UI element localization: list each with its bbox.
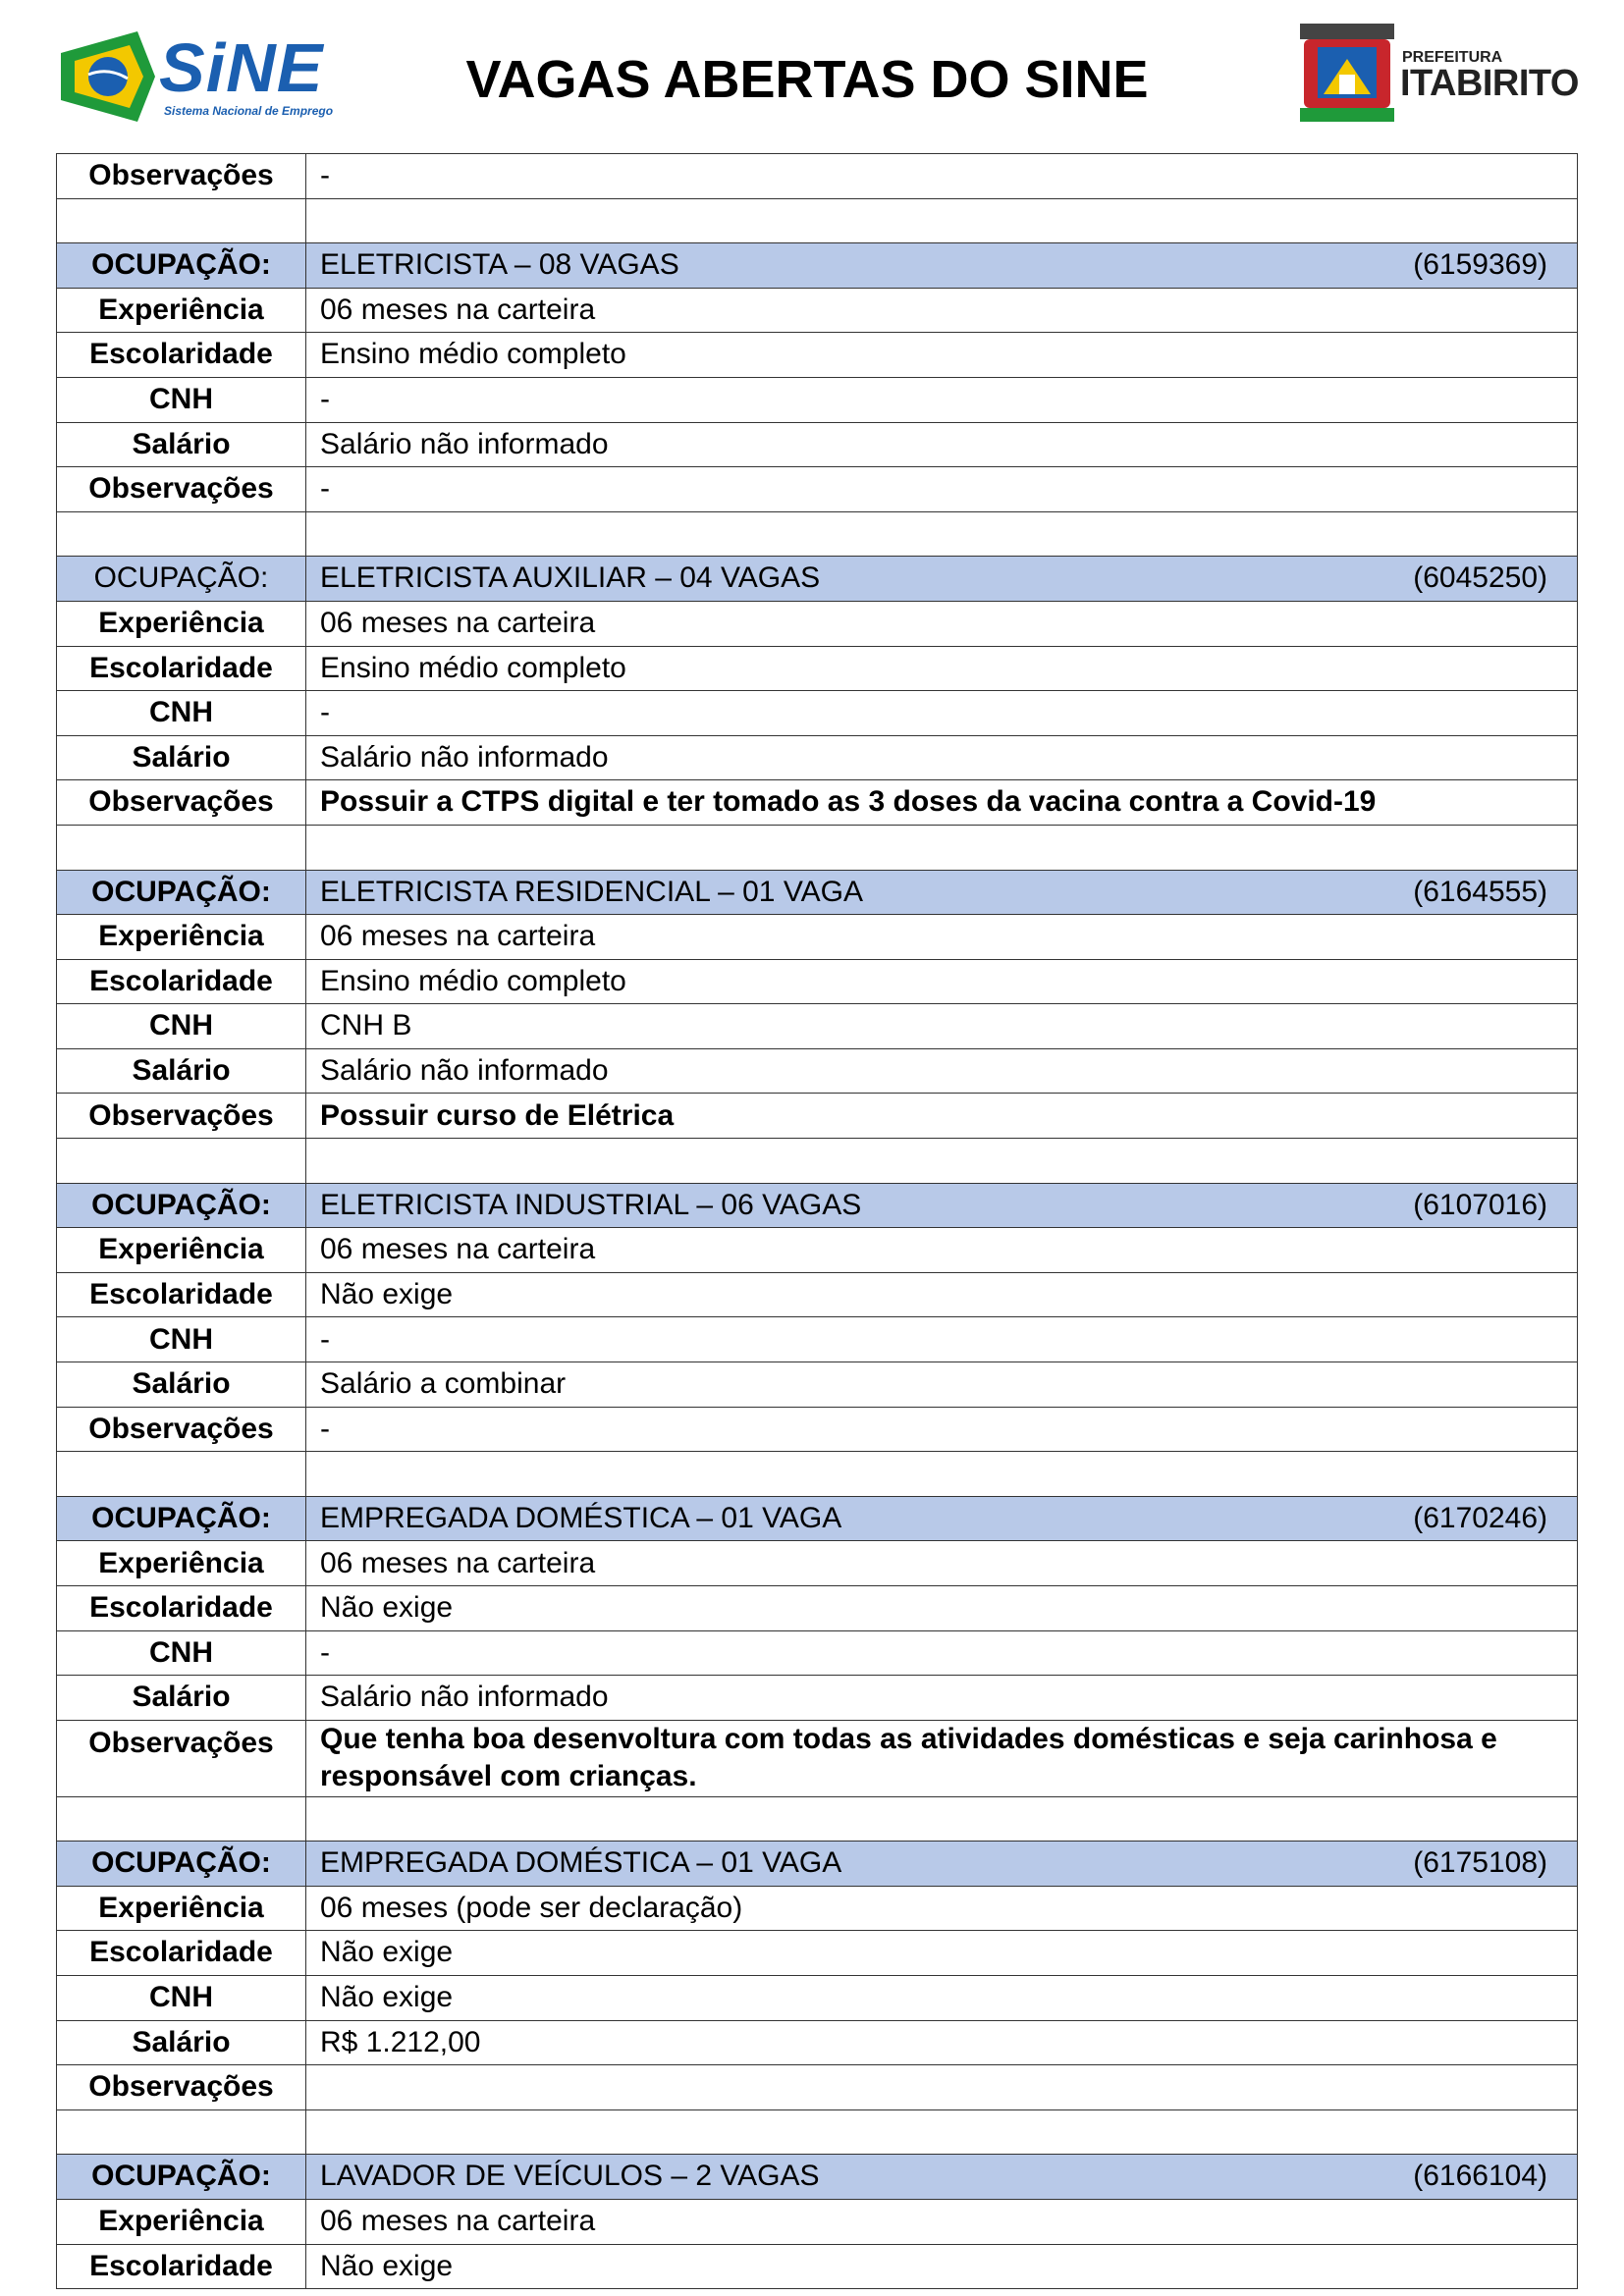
experiencia-value: 06 meses na carteira — [306, 1228, 1578, 1273]
occupation-title: ELETRICISTA RESIDENCIAL – 01 VAGA — [320, 875, 863, 908]
occupation-title: ELETRICISTA – 08 VAGAS — [320, 248, 679, 282]
occupation-row — [57, 243, 1578, 289]
escolaridade-label: Escolaridade — [57, 1586, 306, 1631]
table-row — [57, 1317, 1578, 1362]
table-row — [57, 691, 1578, 736]
observacoes-label: Observações — [57, 1094, 306, 1139]
experiencia-value: 06 meses na carteira — [306, 2199, 1578, 2244]
experiencia-label: Experiência — [57, 288, 306, 333]
table-row — [57, 1228, 1578, 1273]
table-row — [57, 1586, 1578, 1631]
job-code: (6175108) — [1413, 1846, 1547, 1880]
page-header — [0, 0, 1624, 152]
salario-label: Salário — [57, 1676, 306, 1721]
observacoes-value: - — [306, 467, 1578, 512]
escolaridade-value: Não exige — [306, 1272, 1578, 1317]
salario-value: Salário não informado — [306, 1048, 1578, 1094]
experiencia-value: 06 meses na carteira — [306, 288, 1578, 333]
page-title: VAGAS ABERTAS DO SINE — [465, 50, 1149, 109]
job-code: (6045250) — [1413, 561, 1547, 595]
cnh-label: CNH — [57, 1975, 306, 2020]
observacoes-value — [306, 2065, 1578, 2110]
salario-label: Salário — [57, 1048, 306, 1094]
experiencia-value: 06 meses na carteira — [306, 601, 1578, 646]
escolaridade-label: Escolaridade — [57, 646, 306, 691]
table-row — [57, 1676, 1578, 1721]
table-row — [57, 780, 1578, 826]
table-row — [57, 1630, 1578, 1676]
table-row — [57, 1720, 1578, 1796]
experiencia-label: Experiência — [57, 915, 306, 960]
escolaridade-label: Escolaridade — [57, 2244, 306, 2289]
table-row — [57, 377, 1578, 422]
occupation-label: OCUPAÇÃO: — [57, 1842, 306, 1887]
occupation-row — [57, 870, 1578, 915]
escolaridade-label: Escolaridade — [57, 333, 306, 378]
experiencia-value: 06 meses na carteira — [306, 1541, 1578, 1586]
experiencia-label: Experiência — [57, 1541, 306, 1586]
salario-value: Salário a combinar — [306, 1362, 1578, 1408]
city-name: ITABIRITO — [1400, 63, 1579, 104]
occupation-row — [57, 1183, 1578, 1228]
observacoes-label: Observações — [57, 1407, 306, 1452]
spacer-row — [57, 198, 1578, 243]
occupation-label: OCUPAÇÃO: — [57, 243, 306, 289]
occupation-label: OCUPAÇÃO: — [57, 1183, 306, 1228]
salario-value: Salário não informado — [306, 1676, 1578, 1721]
table-row — [57, 422, 1578, 467]
cnh-value: CNH B — [306, 1004, 1578, 1049]
cnh-value: - — [306, 1630, 1578, 1676]
occupation-title: ELETRICISTA INDUSTRIAL – 06 VAGAS — [320, 1188, 862, 1221]
observacoes-value: Que tenha boa desenvoltura com todas as atividades domésticas e seja carinhosa e responsável com crianças. — [306, 1720, 1578, 1796]
job-openings-table — [56, 153, 1578, 2289]
observacoes-label: Observações — [57, 2065, 306, 2110]
table-row — [57, 2020, 1578, 2065]
spacer-row — [57, 511, 1578, 557]
table-row — [57, 915, 1578, 960]
observacoes-label: Observações — [57, 1720, 306, 1796]
experiencia-label: Experiência — [57, 1228, 306, 1273]
observacoes-label: Observações — [57, 780, 306, 826]
table-row — [57, 2199, 1578, 2244]
spacer-row — [57, 1796, 1578, 1842]
observacoes-value: - — [306, 1407, 1578, 1452]
spacer-row — [57, 1452, 1578, 1497]
occupation-label: OCUPAÇÃO: — [57, 870, 306, 915]
cnh-value: - — [306, 1317, 1578, 1362]
escolaridade-value: Ensino médio completo — [306, 959, 1578, 1004]
observacoes-value: - — [306, 154, 1578, 199]
salario-label: Salário — [57, 735, 306, 780]
prefeitura-label: PREFEITURA — [1402, 49, 1503, 66]
job-code: (6159369) — [1413, 248, 1547, 282]
cnh-value: - — [306, 377, 1578, 422]
salario-value: R$ 1.212,00 — [306, 2020, 1578, 2065]
experiencia-label: Experiência — [57, 2199, 306, 2244]
table-row — [57, 1931, 1578, 1976]
experiencia-label: Experiência — [57, 1886, 306, 1931]
table-row — [57, 1362, 1578, 1408]
cnh-value: - — [306, 691, 1578, 736]
escolaridade-label: Escolaridade — [57, 959, 306, 1004]
table-row — [57, 1886, 1578, 1931]
table-row — [57, 1272, 1578, 1317]
table-row — [57, 601, 1578, 646]
observacoes-value: Possuir curso de Elétrica — [306, 1094, 1578, 1139]
observacoes-value: Possuir a CTPS digital e ter tomado as 3 doses da vacina contra a Covid-19 — [306, 780, 1578, 826]
table-row — [57, 1975, 1578, 2020]
escolaridade-value: Não exige — [306, 2244, 1578, 2289]
occupation-title: EMPREGADA DOMÉSTICA – 01 VAGA — [320, 1501, 842, 1534]
experiencia-value: 06 meses (pode ser declaração) — [306, 1886, 1578, 1931]
escolaridade-value: Ensino médio completo — [306, 333, 1578, 378]
escolaridade-value: Não exige — [306, 1586, 1578, 1631]
table-row — [57, 959, 1578, 1004]
occupation-label: OCUPAÇÃO: — [57, 1496, 306, 1541]
occupation-label: OCUPAÇÃO: — [57, 2155, 306, 2200]
cnh-label: CNH — [57, 1630, 306, 1676]
cnh-value: Não exige — [306, 1975, 1578, 2020]
table-row — [57, 2065, 1578, 2110]
spacer-row — [57, 825, 1578, 870]
escolaridade-label: Escolaridade — [57, 1272, 306, 1317]
cnh-label: CNH — [57, 691, 306, 736]
escolaridade-label: Escolaridade — [57, 1931, 306, 1976]
table-row — [57, 333, 1578, 378]
occupation-row — [57, 1842, 1578, 1887]
occupation-row — [57, 2155, 1578, 2200]
table-row — [57, 1407, 1578, 1452]
job-code: (6166104) — [1413, 2160, 1547, 2193]
job-code: (6107016) — [1413, 1188, 1547, 1221]
table-row — [57, 646, 1578, 691]
occupation-title: EMPREGADA DOMÉSTICA – 01 VAGA — [320, 1846, 842, 1880]
table-row — [57, 1004, 1578, 1049]
spacer-row — [57, 1139, 1578, 1184]
table-row — [57, 1048, 1578, 1094]
cnh-label: CNH — [57, 1317, 306, 1362]
observacoes-label: Observações — [57, 467, 306, 512]
occupation-row — [57, 557, 1578, 602]
salario-label: Salário — [57, 1362, 306, 1408]
observacoes-label: Observações — [57, 154, 306, 199]
occupation-title: ELETRICISTA AUXILIAR – 04 VAGAS — [320, 561, 821, 595]
occupation-title: LAVADOR DE VEÍCULOS – 2 VAGAS — [320, 2160, 820, 2193]
table-row — [57, 154, 1578, 199]
cnh-label: CNH — [57, 377, 306, 422]
salario-value: Salário não informado — [306, 422, 1578, 467]
salario-label: Salário — [57, 422, 306, 467]
salario-value: Salário não informado — [306, 735, 1578, 780]
occupation-row — [57, 1496, 1578, 1541]
spacer-row — [57, 2109, 1578, 2155]
cnh-label: CNH — [57, 1004, 306, 1049]
job-code: (6170246) — [1413, 1501, 1547, 1534]
table-row — [57, 467, 1578, 512]
escolaridade-value: Não exige — [306, 1931, 1578, 1976]
table-row — [57, 2244, 1578, 2289]
table-row — [57, 1541, 1578, 1586]
table-row — [57, 288, 1578, 333]
table-row — [57, 735, 1578, 780]
experiencia-label: Experiência — [57, 601, 306, 646]
experiencia-value: 06 meses na carteira — [306, 915, 1578, 960]
escolaridade-value: Ensino médio completo — [306, 646, 1578, 691]
occupation-label: OCUPAÇÃO: — [57, 557, 306, 602]
salario-label: Salário — [57, 2020, 306, 2065]
sine-logo-subtitle: Sistema Nacional de Emprego — [164, 104, 334, 118]
table-row — [57, 1094, 1578, 1139]
job-code: (6164555) — [1413, 875, 1547, 908]
sine-logo-text: SiNE — [159, 29, 324, 106]
